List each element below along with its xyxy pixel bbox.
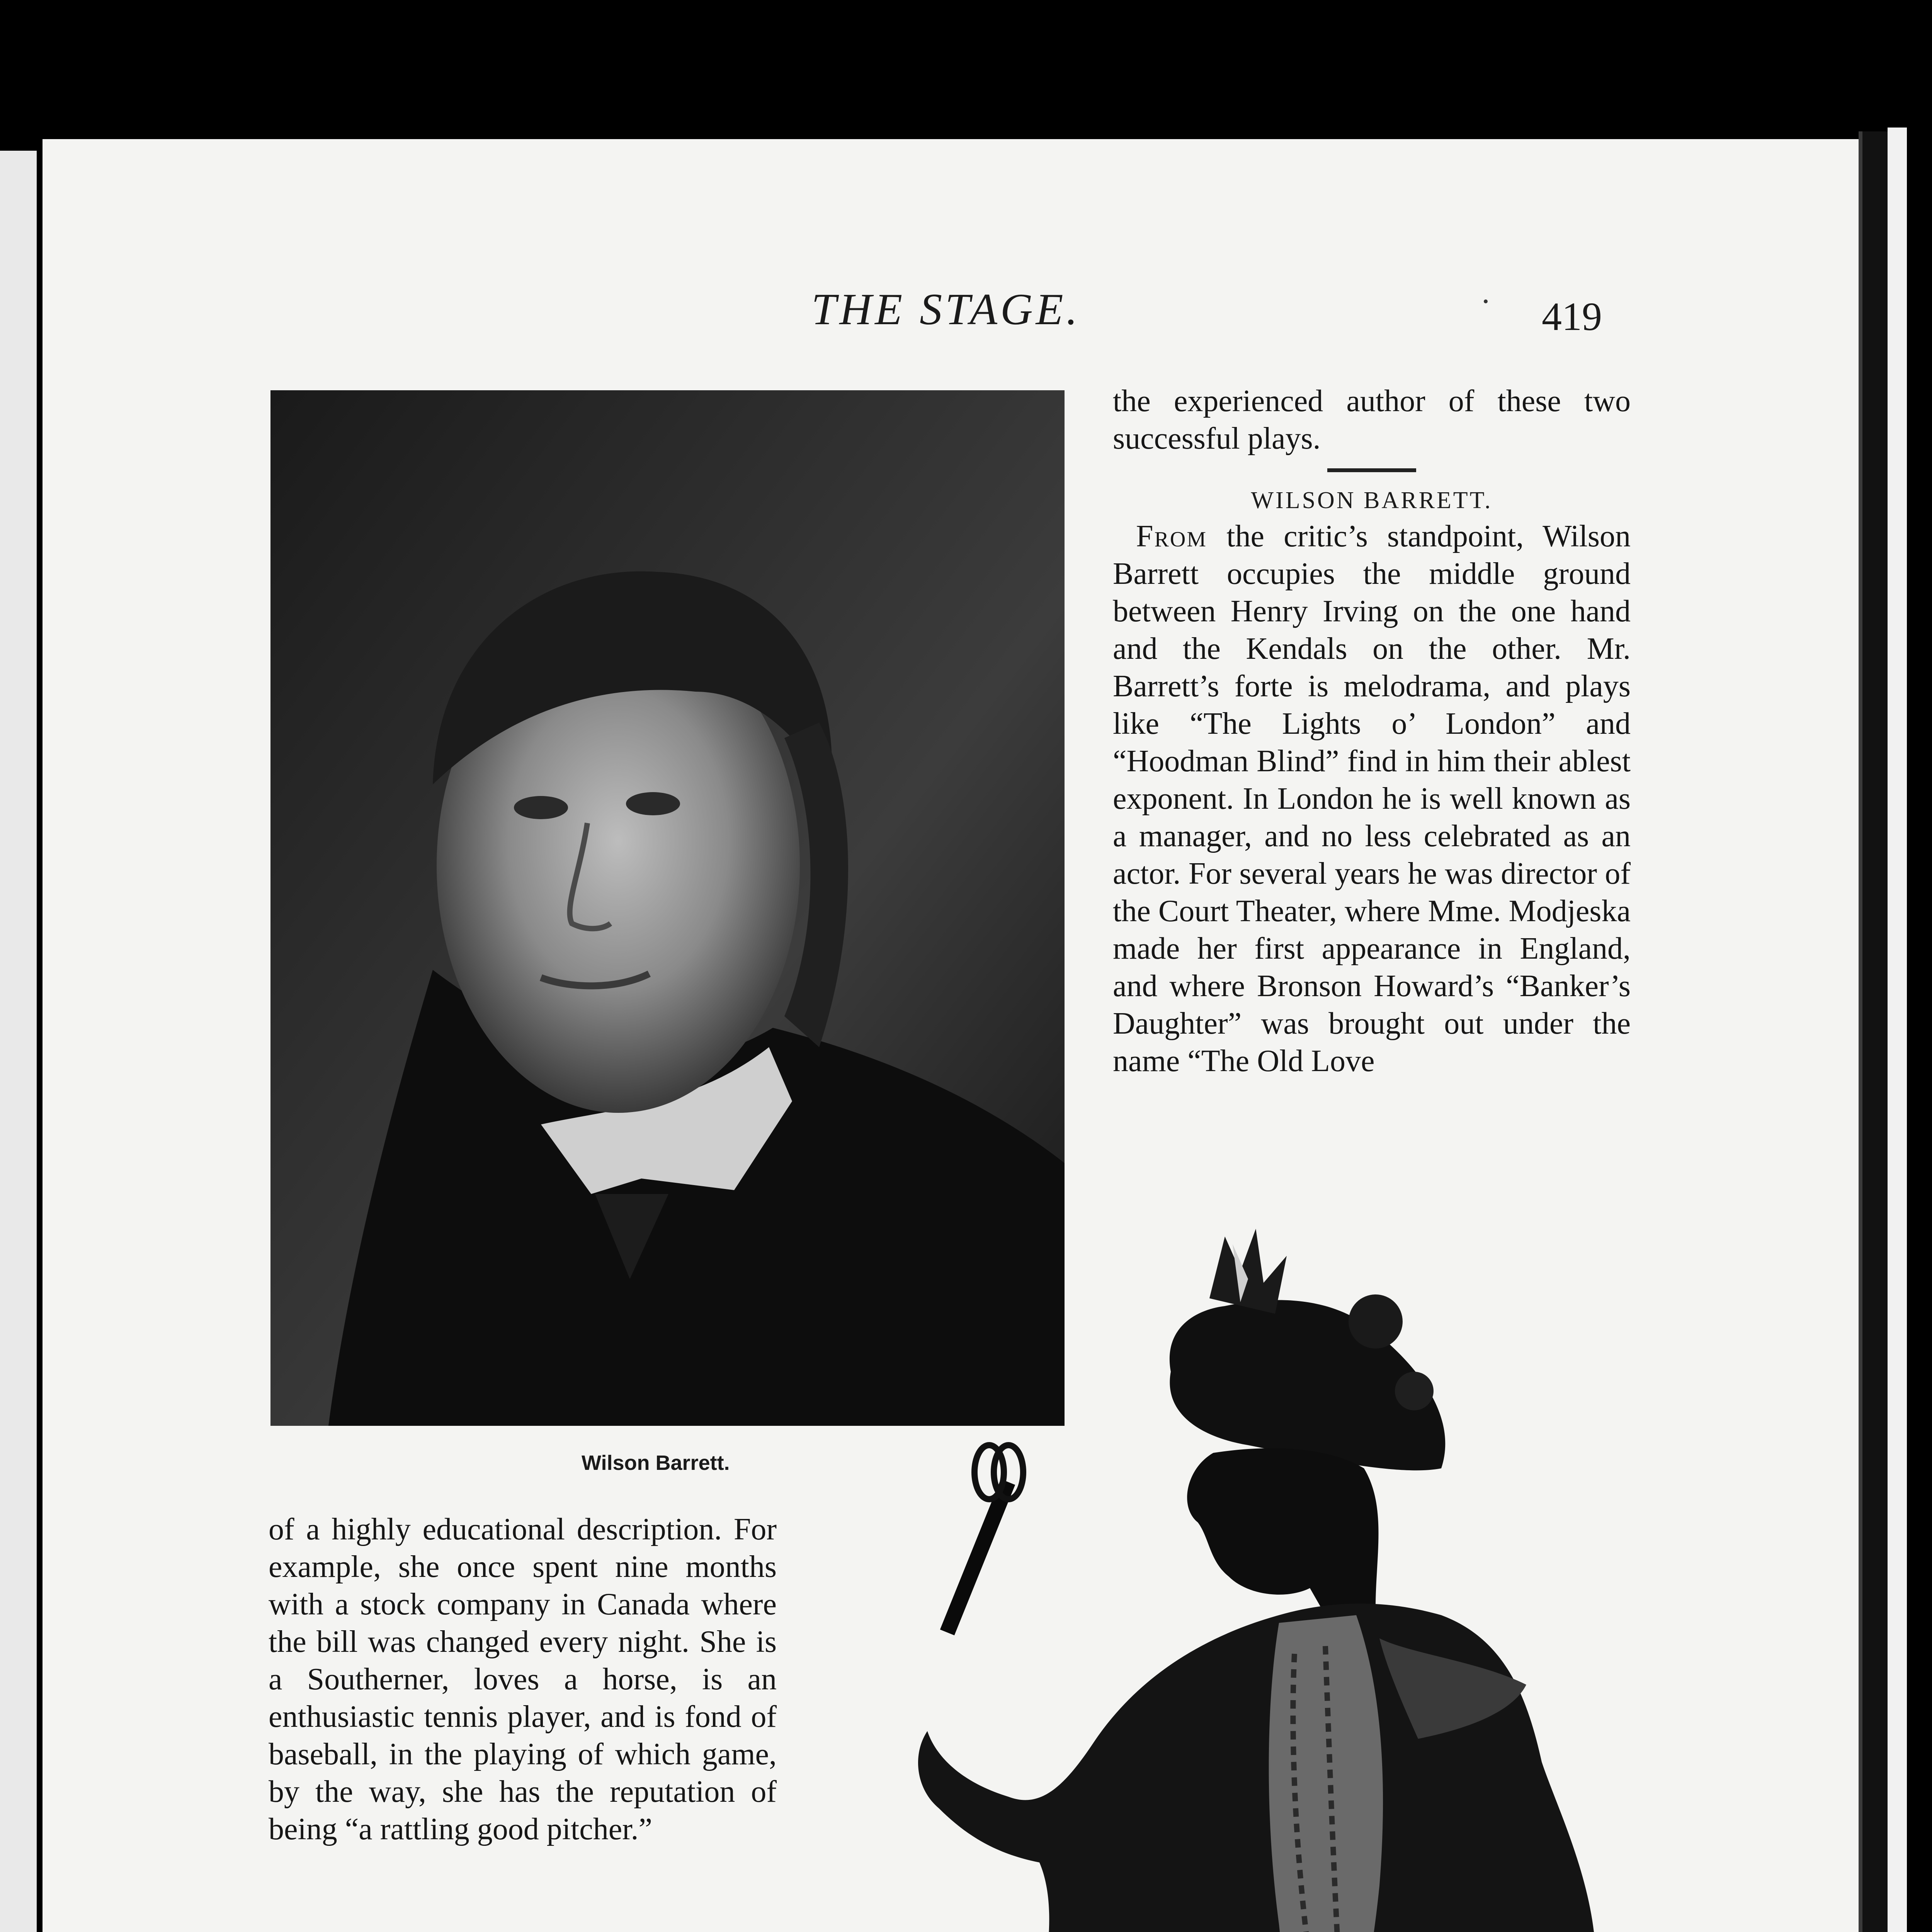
print-speck <box>1484 299 1488 303</box>
lead-word: From <box>1136 519 1208 553</box>
section-heading-wilson-barrett: WILSON BARRETT. <box>1251 487 1493 514</box>
wilson-barrett-paragraph <box>1113 518 1631 1080</box>
right-column <box>1113 383 1631 1080</box>
continuation-paragraph: of a highly educational description. For example, she once spent nine months with a stock company in Canada where the bill was changed every night. She is a Southerner, loves a horse, is an enthusiastic tennis player, and is fond of baseball, in the playing of which game, by the way, she has the reputation of being “a rattling good pitcher.” <box>269 1512 777 1846</box>
intro-paragraph: the experienced author of these two successful plays. <box>1113 384 1631 456</box>
figure-illustration <box>823 1229 1631 1932</box>
caption-wilson-barrett: Wilson Barrett. <box>582 1451 730 1475</box>
page-edge-right <box>1888 128 1907 1932</box>
page-binding <box>1859 131 1891 1932</box>
paragraph-body: the critic’s standpoint, Wilson Barrett occupies the middle ground between Henry Irving on the one hand and the Kendals on the other. Mr. Barrett’s forte is melodrama, and plays like “The Lights o’ London” and “Hoodman Blind” find in him their ablest exponent. In London he is well known as a manager, and no less celebrated as an actor. For several years he was director of the Court Theater, where Mme. Modjeska made her first appearance in England, and where Bronson Howard’s “Banker’s Daughter” was brought out under the name “The Old Love <box>1113 519 1631 1078</box>
running-title: THE STAGE. <box>811 285 1081 334</box>
mary-hampton-photo <box>823 1229 1631 1932</box>
page-number: 419 <box>1542 294 1602 339</box>
facing-page-edge <box>0 151 37 1932</box>
section-divider <box>1327 468 1416 472</box>
left-column-continuation <box>269 1511 777 1848</box>
